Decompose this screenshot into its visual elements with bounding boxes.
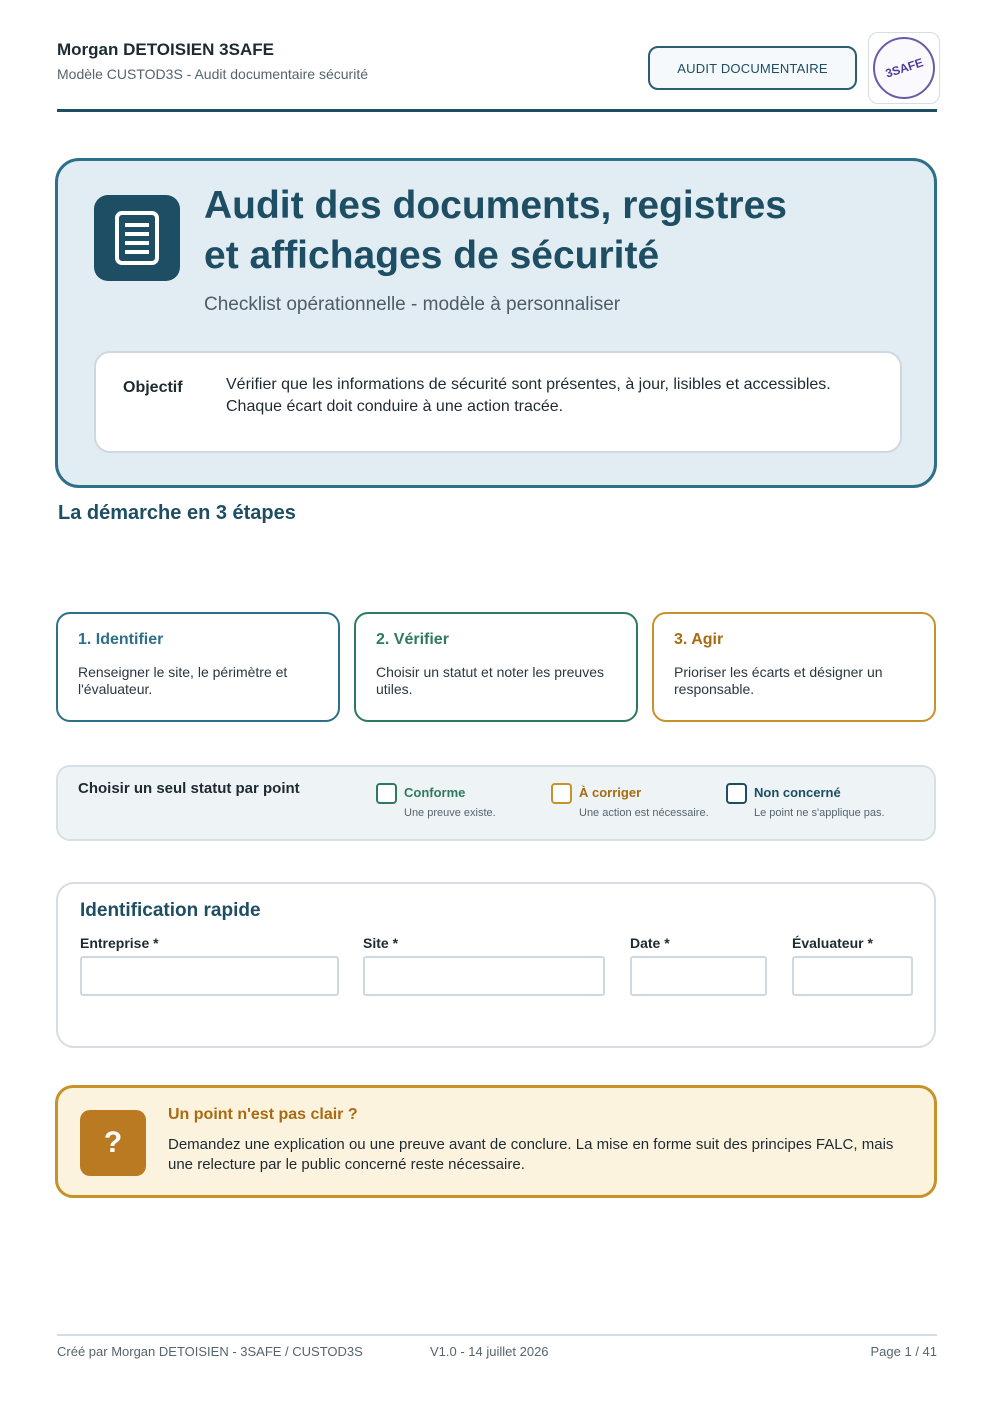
step-title: 3. Agir xyxy=(674,631,724,648)
step-card-agir xyxy=(652,612,936,722)
step-text: Choisir un statut et noter les preuves utiles. xyxy=(376,664,605,697)
document-icon xyxy=(94,195,180,281)
status-desc: Une action est nécessaire. xyxy=(579,807,709,819)
checkbox-icon[interactable] xyxy=(376,783,397,804)
date-label: Date * xyxy=(630,935,670,951)
step-card-identifier xyxy=(56,612,340,722)
objective-line-2: Chaque écart doit conduire à une action tracée. xyxy=(226,398,564,415)
evaluator-label: Évaluateur * xyxy=(792,935,873,951)
help-card xyxy=(55,1085,937,1198)
status-name: Non concerné xyxy=(754,785,841,800)
status-non-concerne xyxy=(726,781,896,829)
page-subtitle: Checklist opérationnelle - modèle à personnaliser xyxy=(204,294,621,315)
logo-text: 3SAFE xyxy=(883,55,925,81)
site-label: Site * xyxy=(363,935,399,951)
page-header xyxy=(57,38,937,112)
objective-text xyxy=(226,374,886,418)
title-line-2: et affichages de sécurité xyxy=(204,234,660,277)
page-footer xyxy=(57,1334,937,1368)
date-field[interactable] xyxy=(630,956,767,996)
status-legend-label: Choisir un seul statut par point xyxy=(78,780,300,797)
title-line-1: Audit des documents, registres xyxy=(204,184,787,227)
help-title: Un point n'est pas clair ? xyxy=(168,1106,358,1123)
checkbox-icon[interactable] xyxy=(726,783,747,804)
logo-seal xyxy=(873,37,935,99)
objective-box xyxy=(94,351,902,453)
footer-page-number: Page 1 / 41 xyxy=(870,1344,937,1359)
status-desc: Le point ne s'applique pas. xyxy=(754,807,885,819)
identification-title: Identification rapide xyxy=(80,900,261,921)
page-title xyxy=(204,181,904,281)
checkbox-icon[interactable] xyxy=(551,783,572,804)
step-card-verifier xyxy=(354,612,638,722)
help-line-1: Demandez une explication ou une preuve avant de conclure. La mise en forme suit des principes FALC, mais xyxy=(168,1136,894,1153)
steps-section-title: La démarche en 3 étapes xyxy=(58,502,296,524)
footer-version: V1.0 - 14 juillet 2026 xyxy=(430,1344,549,1359)
step-text: Renseigner le site, le périmètre et l'évaluateur. xyxy=(78,664,288,697)
author-name: Morgan DETOISIEN 3SAFE xyxy=(57,40,274,59)
enterprise-field[interactable] xyxy=(80,956,339,996)
help-text xyxy=(168,1135,918,1175)
objective-label: Objectif xyxy=(123,379,183,396)
audit-badge: AUDIT DOCUMENTAIRE xyxy=(648,46,857,90)
evaluator-field[interactable] xyxy=(792,956,913,996)
status-conforme xyxy=(376,781,546,829)
help-line-2: une relecture par le public concerné reste nécessaire. xyxy=(168,1156,525,1173)
status-desc: Une preuve existe. xyxy=(404,807,496,819)
status-legend xyxy=(56,765,936,841)
objective-line-1: Vérifier que les informations de sécurité sont présentes, à jour, lisibles et accessibles. xyxy=(226,376,831,393)
company-logo xyxy=(868,32,940,104)
status-name: À corriger xyxy=(579,785,642,800)
status-name: Conforme xyxy=(404,785,466,800)
step-title: 1. Identifier xyxy=(78,631,164,648)
question-icon: ? xyxy=(80,1110,146,1176)
enterprise-label: Entreprise * xyxy=(80,935,159,951)
model-name: Modèle CUSTOD3S - Audit documentaire sécurité xyxy=(57,66,368,82)
status-a-corriger xyxy=(551,781,721,829)
step-title: 2. Vérifier xyxy=(376,631,449,648)
step-text: Prioriser les écarts et désigner un responsable. xyxy=(674,664,883,697)
footer-created-by: Créé par Morgan DETOISIEN - 3SAFE / CUSTOD3S xyxy=(57,1344,363,1359)
site-field[interactable] xyxy=(363,956,605,996)
identification-card xyxy=(56,882,936,1048)
hero-card xyxy=(55,158,937,488)
